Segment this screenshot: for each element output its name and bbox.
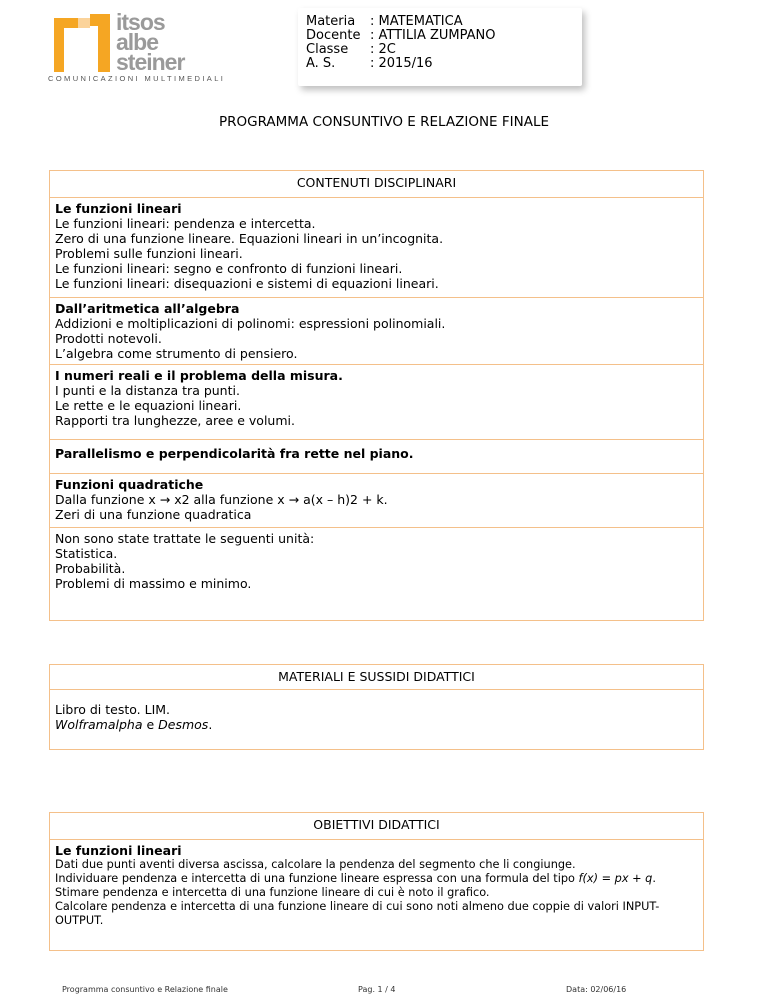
info-subject: Materia : MATEMATICA: [306, 14, 463, 29]
logo-wordmark: itsos albe steiner: [116, 9, 185, 75]
footer-date: Data: 02/06/16: [566, 985, 627, 994]
page-title: PROGRAMMA CONSUNTIVO E RELAZIONE FINALE: [218, 114, 550, 130]
section-parallelismo: Parallelismo e perpendicolarità fra rette nel piano.: [50, 440, 704, 474]
info-teacher: Docente : ATTILIA ZUMPANO: [306, 28, 496, 43]
section-non-trattate: Non sono state trattate le seguenti unità: Statistica. Probabilità. Problemi di massimo e minimo.: [50, 528, 704, 621]
footer-page-number: Pag. 1 / 4: [358, 985, 396, 994]
section-aritmetica-algebra: Dall’aritmetica all’algebra Addizioni e moltiplicazioni di polinomi: espressioni polinomiali. Prodotti notevoli. L’algebra come strumento di pensiero.: [50, 298, 704, 365]
footer-doc-title: Programma consuntivo e Relazione finale: [62, 985, 228, 994]
materiali-content: Libro di testo. LIM. Wolframalpha e Desmos.: [50, 690, 704, 750]
page-footer: [0, 985, 768, 997]
school-logo: [48, 9, 228, 83]
materiali-heading: MATERIALI E SUSSIDI DIDATTICI: [50, 665, 704, 690]
info-school-year: A. S. : 2015/16: [306, 56, 433, 71]
materiali-table: [49, 664, 704, 750]
contenuti-heading: CONTENUTI DISCIPLINARI: [50, 171, 704, 198]
obiettivi-table: [49, 812, 704, 951]
section-funzioni-quadratiche: Funzioni quadratiche Dalla funzione x → x2 alla funzione x → a(x – h)2 + k. Zeri di una funzione quadratica: [50, 474, 704, 528]
course-info-box: [298, 8, 582, 86]
section-numeri-reali: I numeri reali e il problema della misura. I punti e la distanza tra punti. Le rette e le equazioni lineari. Rapporti tra lunghezze, aree e volumi.: [50, 365, 704, 440]
obiettivi-heading: OBIETTIVI DIDATTICI: [50, 813, 704, 840]
section-funzioni-lineari: Le funzioni lineari Le funzioni lineari: pendenza e intercetta. Zero di una funzione lineare. Equazioni lineari in un’incognita. Problemi sulle funzioni lineari. Le funzioni lineari: segno e confronto di funzioni lineari. Le funzioni lineari: disequazioni e sistemi di equazioni lineari.: [50, 198, 704, 298]
logo-tagline: COMUNICAZIONI MULTIMEDIALI: [48, 74, 226, 83]
obiettivi-funzioni-lineari: Le funzioni lineari Dati due punti aventi diversa ascissa, calcolare la pendenza del segmento che li congiunge. Individuare pendenza e intercetta di una funzione lineare espressa con una formula del tipo f(x) = px + q. Stimare pendenza e intercetta di una funzione lineare di cui è noto il grafico. Calcolare pendenza e intercetta di una funzione lineare di cui sono noti almeno due coppie di valori INPUT-OUTPUT.: [50, 840, 704, 951]
contenuti-table: [49, 170, 704, 621]
info-class: Classe : 2C: [306, 42, 396, 57]
